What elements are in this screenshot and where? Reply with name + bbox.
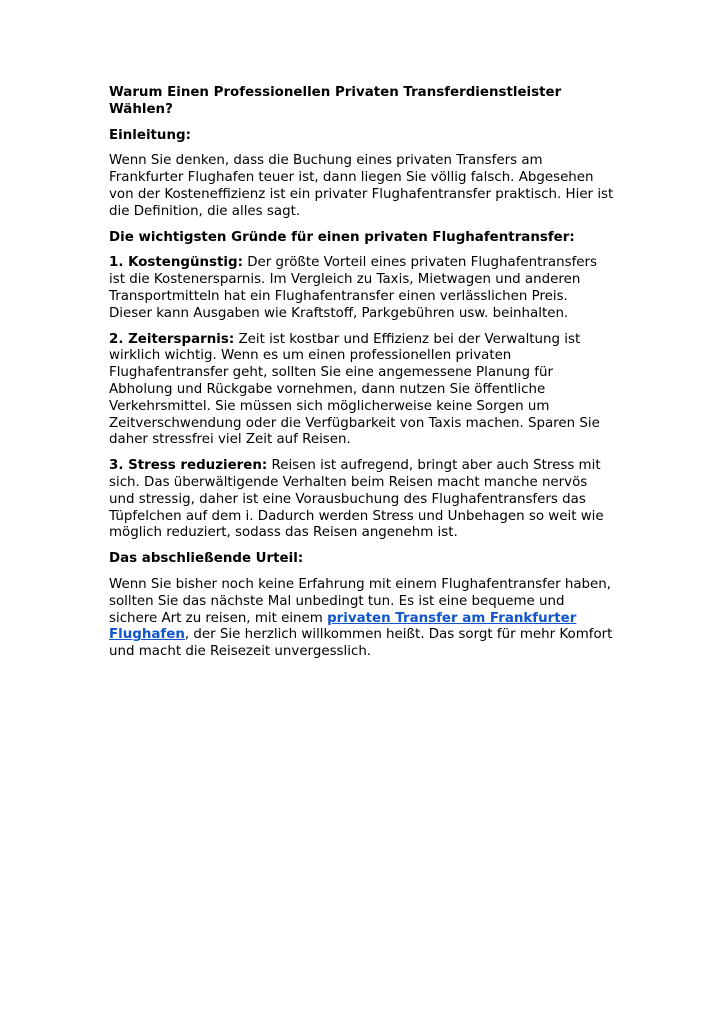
reason-paragraph-time — [109, 332, 614, 450]
conclusion-text-before: Wenn Sie bisher noch keine Erfahrung mit einem Flughafentransfer haben, sollten Sie das nächste Mal unbedingt tun. Es ist eine bequeme und sichere Art zu reisen, mit einem — [109, 576, 612, 626]
document-title: Warum Einen Professionellen Privaten Transferdienstleister Wählen? — [109, 85, 562, 117]
reason-paragraph-stress — [109, 458, 614, 542]
reason-lead-stress: 3. Stress reduzieren: — [109, 458, 268, 474]
reason-text-cost: Der größte Vorteil eines privaten Flughafentransfers ist die Kostenersparnis. Im Vergleich zu Taxis, Mietwagen und anderen Transportmitteln hat ein Flughafentransfer einen verlässlichen Preis. Dieser kann Ausgaben wie Kraftstoff, Parkgebühren usw. beinhalten. — [109, 255, 598, 321]
frankfurt-transfer-link[interactable]: privaten Transfer am Frankfurter Flughafen — [109, 610, 577, 643]
reason-lead-cost: 1. Kostengünstig: — [109, 255, 243, 271]
reason-lead-time: 2. Zeitersparnis: — [109, 331, 235, 347]
intro-paragraph: Wenn Sie denken, dass die Buchung eines privaten Transfers am Frankfurter Flughafen teuer ist, dann liegen Sie völlig falsch. Abgesehen von der Kosteneffizienz ist ein privater Flughafentransfer praktisch. Hier ist die Definition, die alles sagt. — [109, 153, 614, 219]
reason-text-time: Zeit ist kostbar und Effizienz bei der Verwaltung ist wirklich wichtig. Wenn es um einen professionellen privaten Flughafentransfer geht, sollten Sie eine angemessene Planung für Abholung und Rückgabe vornehmen, dann nutzen Sie öffentliche Verkehrsmittel. Sie müssen sich möglicherweise keine Sorgen um Zeitverschwendung oder die Verfügbarkeit von Taxis machen. Sparen Sie daher stressfrei viel Zeit auf Reisen. — [109, 331, 600, 448]
conclusion-text-after: , der Sie herzlich willkommen heißt. Das sorgt für mehr Komfort und macht die Reisezeit unvergesslich. — [109, 627, 613, 660]
reason-text-stress: Reisen ist aufregend, bringt aber auch Stress mit sich. Das überwältigende Verhalten beim Reisen macht manche nervös und stressig, daher ist eine Vorausbuchung des Flughafentransfers das Tüpfelchen auf dem i. Dadurch werden Stress und Unbehagen so weit wie möglich reduziert, sodass das Reisen angenehm ist. — [109, 458, 604, 541]
conclusion-paragraph — [109, 577, 614, 661]
reasons-heading: Die wichtigsten Gründe für einen privaten Flughafentransfer: — [109, 229, 575, 245]
document-page — [109, 85, 614, 670]
conclusion-heading: Das abschließende Urteil: — [109, 551, 304, 567]
intro-heading: Einleitung: — [109, 127, 191, 143]
reason-paragraph-cost — [109, 255, 614, 322]
